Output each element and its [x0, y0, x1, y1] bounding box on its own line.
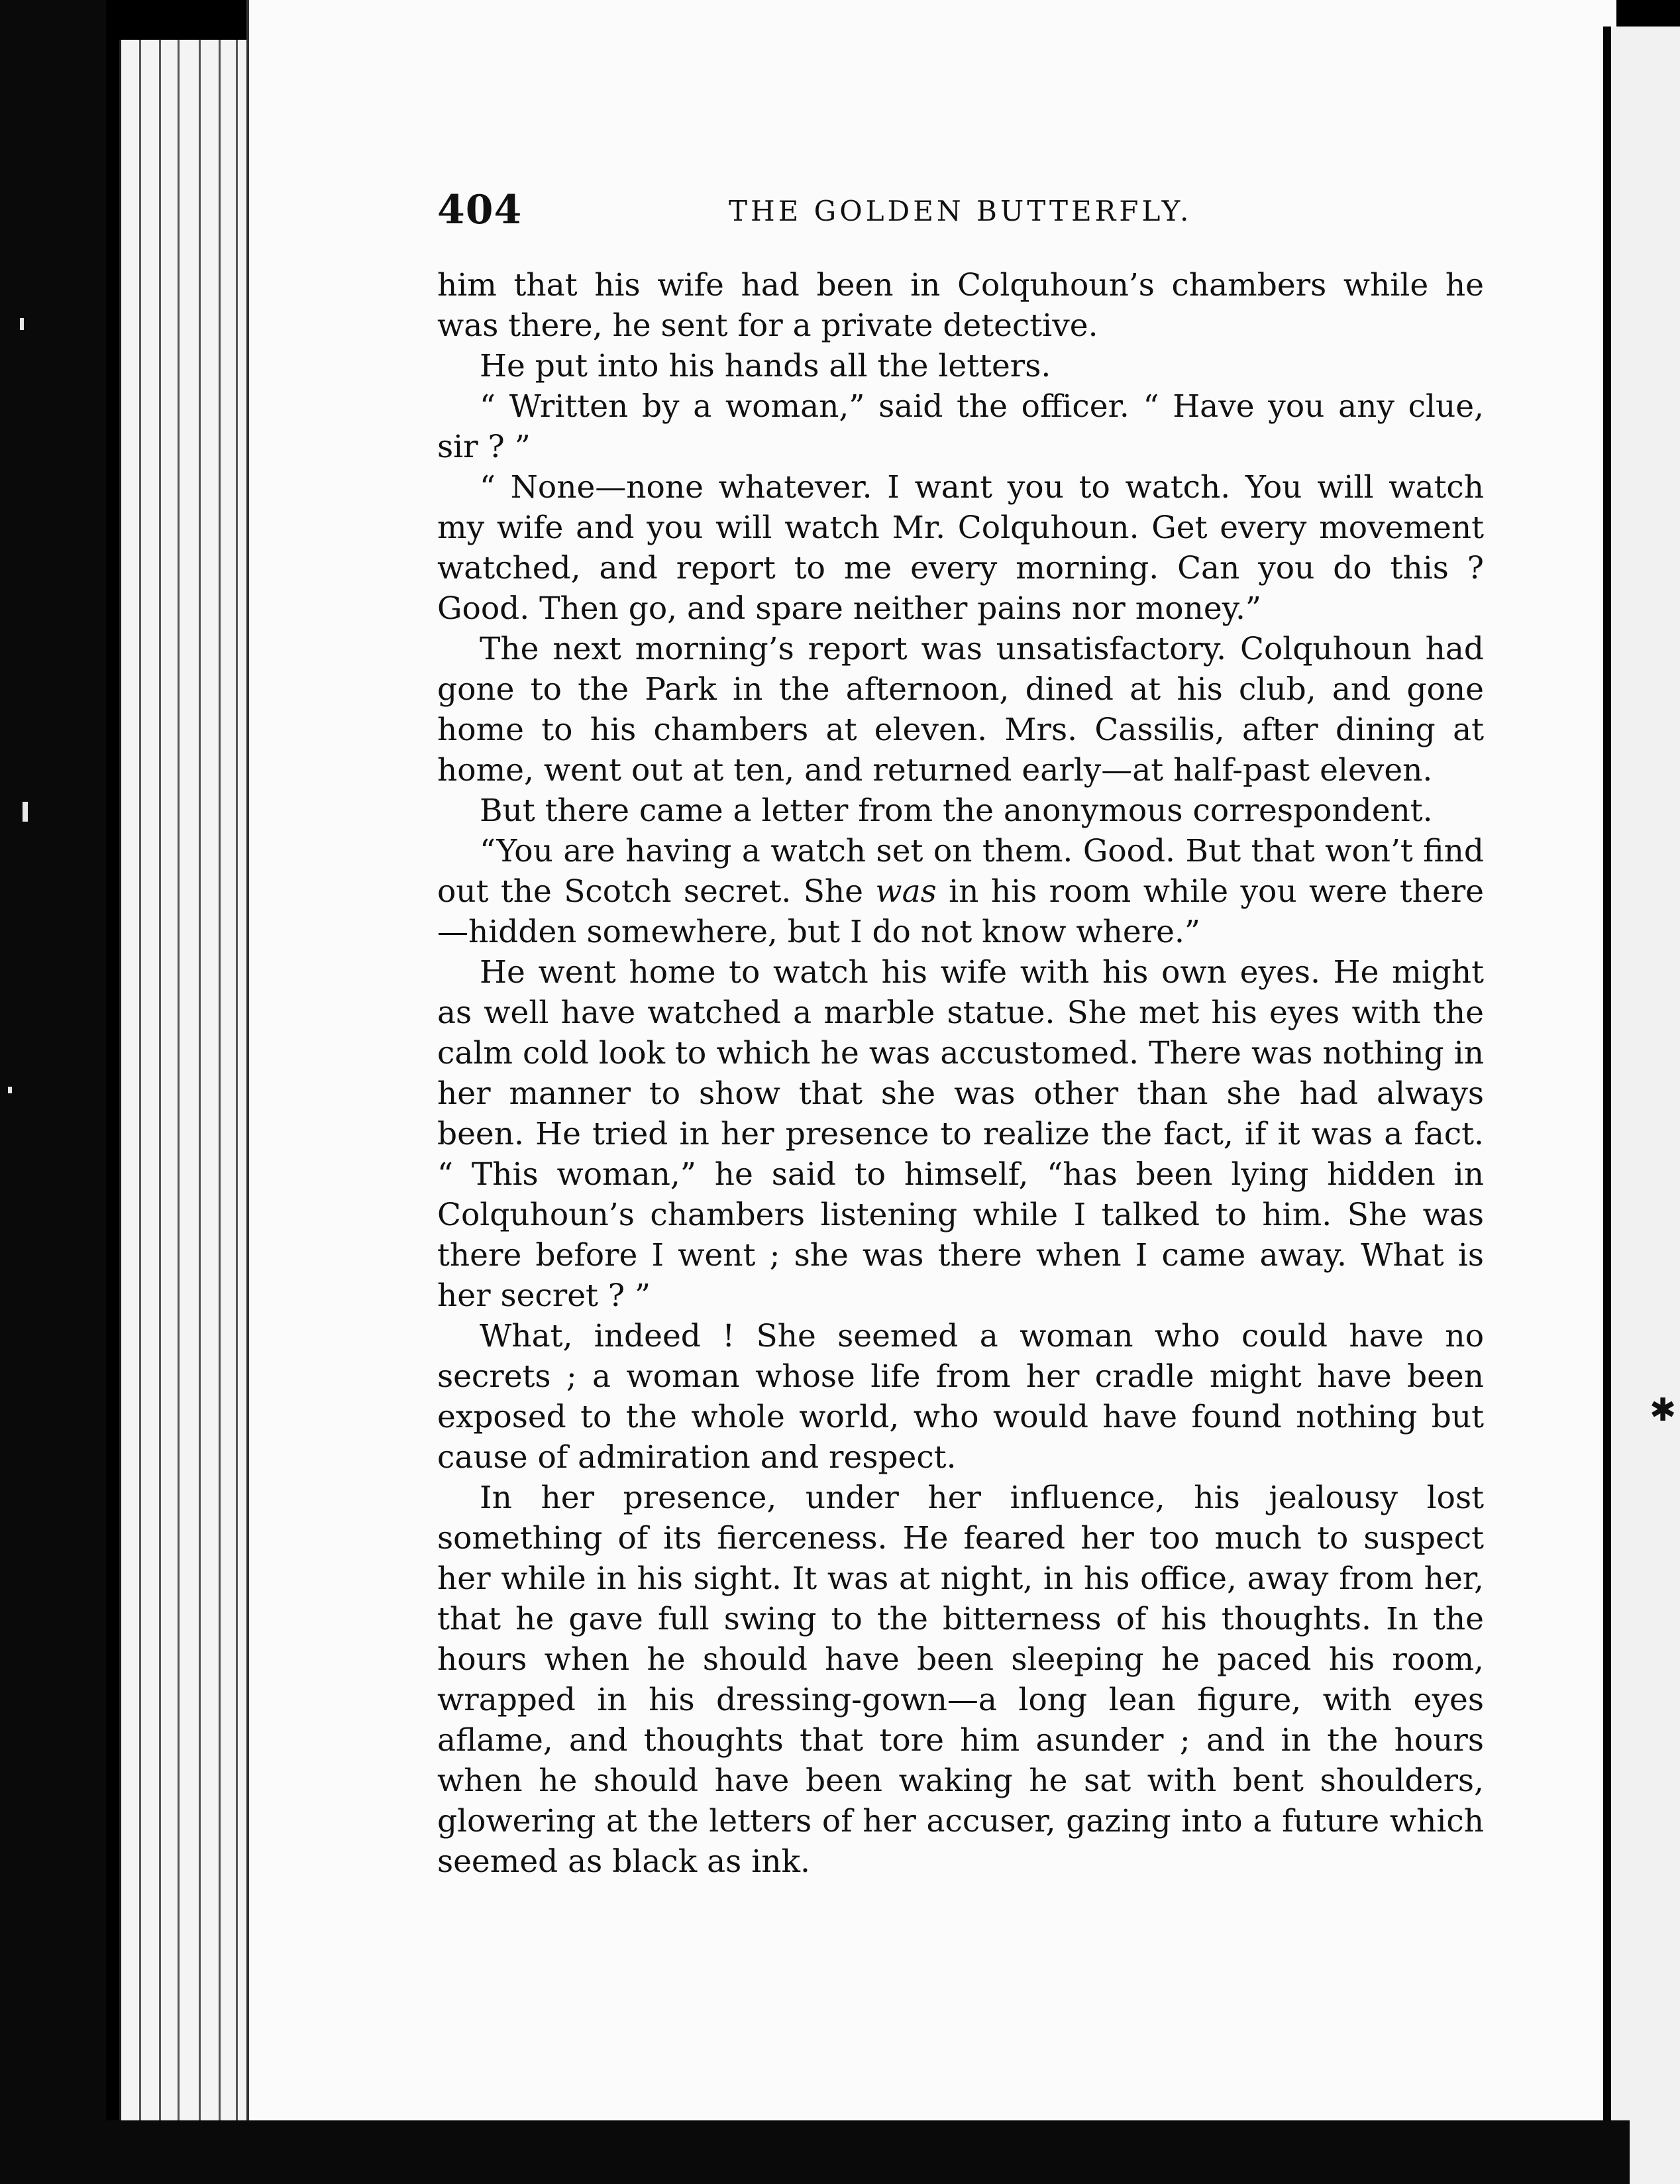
emphasized-word: was: [875, 873, 937, 910]
ink-blot-mark: ✱: [1650, 1392, 1677, 1429]
scan-speck: [8, 1087, 12, 1093]
paragraph: In her presence, under her influence, his jealousy lost something of its fierceness. He feared her too much to suspect her while in his sight. It was at night, in his office, away from her, that he gave full swing to the bitterness of his thoughts. In the hours when he should have been sleeping he paced his room, wrapped in his dressing-gown—a long lean figure, with eyes aflame, and thoughts that tore him asunder ; and in the hours when he should have been waking he sat with bent shoulders, glowering at the letters of her accuser, gazing into a future which seemed as black as ink.: [437, 1480, 1484, 1880]
page-stack-line: [139, 40, 141, 2147]
paragraph: What, indeed ! She seemed a woman who could have no secrets ; a woman whose life from her cradle might have been exposed to the whole world, who would have found nothing but cause of admiration and respect.: [437, 1318, 1484, 1476]
page-header: [437, 187, 1497, 240]
scan-bottom-edge: [106, 2120, 1630, 2184]
page-number: 404: [437, 187, 523, 233]
page-stack-line: [159, 40, 161, 2147]
paragraph-text: “You are having a watch set on them. Good. But that won’t find out the Scotch secret. She: [437, 833, 1484, 910]
page-stack-line: [219, 40, 221, 2147]
paragraph: He went home to watch his wife with his own eyes. He might as well have watched a marble statue. She met his eyes with the calm cold look to which he was accustomed. There was nothing in her manner to show that she was other than she had always been. He tried in her presence to realize the fact, if it was a fact. “ This woman,” he said to himself, “has been lying hidden in Colquhoun’s chambers listening while I talked to him. She was there before I went ; she was there when I came away. What is her secret ? ”: [437, 954, 1484, 1314]
paragraph: him that his wife had been in Colquhoun’s chambers while he was there, he sent for a private detective.: [437, 267, 1484, 344]
paragraph: The next morning’s report was unsatisfactory. Colquhoun had gone to the Park in the afternoon, dined at his club, and gone home to his chambers at eleven. Mrs. Cassilis, after dining at home, went out at ten, and returned early—at half-past eleven.: [437, 631, 1484, 789]
paragraph-text: in his room while you were there—hidden somewhere, but I do not know where.”: [437, 873, 1484, 950]
book-spine-edge: [0, 0, 106, 2184]
facing-page-edge: [1603, 27, 1680, 2184]
paragraph: But there came a letter from the anonymous correspondent.: [480, 792, 1433, 829]
paragraph: [437, 831, 1484, 952]
scan-speck: [20, 318, 24, 330]
body-text: [437, 265, 1484, 1882]
running-title: THE GOLDEN BUTTERFLY.: [729, 195, 1192, 227]
scan-speck: [23, 802, 28, 822]
paragraph: “ None—none whatever. I want you to watch. You will watch my wife and you will watch Mr. Colquhoun. Get every movement watched, and report to me every morning. Can you do this ? Good. Then go, and spare neither pains nor money.”: [437, 469, 1484, 627]
page-stack-line: [236, 40, 238, 2147]
paragraph: “ Written by a woman,” said the officer. “ Have you any clue, sir ? ”: [437, 388, 1484, 465]
page-stack-line: [199, 40, 201, 2147]
page-stack-line: [178, 40, 180, 2147]
paragraph: He put into his hands all the letters.: [480, 348, 1051, 384]
